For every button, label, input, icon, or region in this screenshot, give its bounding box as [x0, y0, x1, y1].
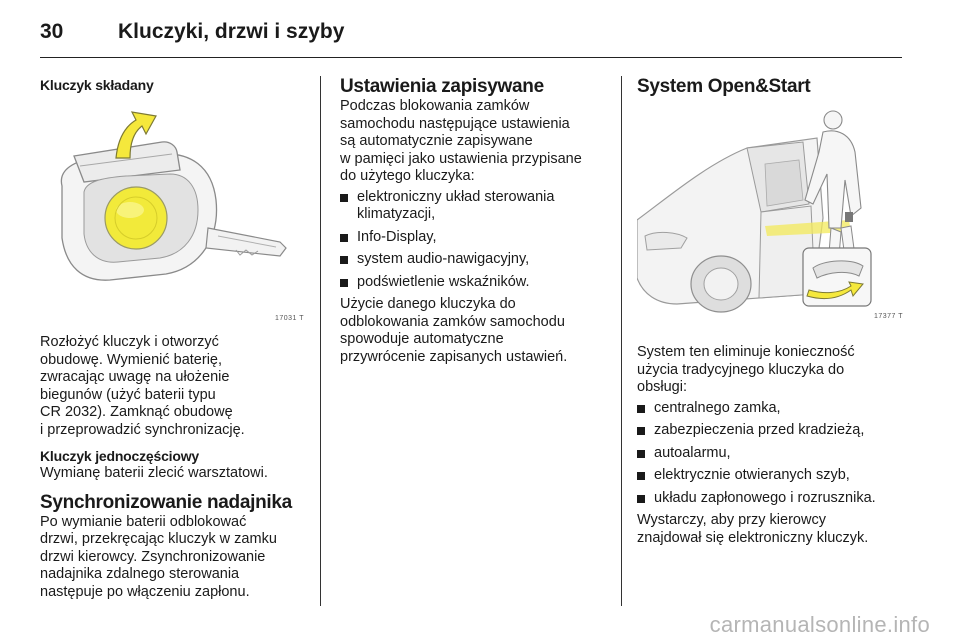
column-divider-right	[621, 76, 622, 606]
electronic-key-icon	[845, 212, 853, 222]
open-start-outro: Wystarczy, aby przy kierowcy znajdował się elektroniczny kluczyk.	[637, 512, 869, 546]
list-item: centralnego zamka,	[637, 400, 905, 418]
heading-open-start: System Open&Start	[637, 76, 811, 97]
folding-key-illustration	[40, 108, 306, 322]
bullet-icon	[637, 472, 645, 480]
open-start-illustration	[637, 108, 905, 320]
bullet-icon	[637, 405, 645, 413]
saved-settings-outro: Użycie danego kluczyka do odblokowania zamków samochodu spowoduje automatyczne przywrócenie zapisanych ustawień.	[340, 296, 568, 365]
battery-icon	[105, 187, 167, 249]
saved-settings-list	[340, 189, 610, 292]
column-middle	[340, 76, 610, 366]
bullet-icon	[340, 256, 348, 264]
figure-code: 17377 T	[873, 313, 903, 320]
page-title: Kluczyki, drzwi i szyby	[118, 20, 345, 43]
list-item: Info-Display,	[340, 229, 610, 247]
heading-synchronization: Synchronizowanie nadajnika	[40, 491, 292, 513]
list-item: system audio-nawigacyjny,	[340, 251, 610, 269]
page-header	[40, 18, 902, 58]
bullet-icon	[340, 234, 348, 242]
list-item: zabezpieczenia przed kradzieżą,	[637, 422, 905, 440]
heading-folding-key: Kluczyk składany	[40, 77, 154, 93]
bullet-icon	[637, 450, 645, 458]
column-divider-left	[320, 76, 321, 606]
synchronization-text: Po wymianie baterii odblokować drzwi, przekręcając kluczyk w zamku drzwi kierowcy. Zsynchronizowanie nadajnika zdalnego sterowania następuje po włączeniu zapłonu.	[40, 513, 277, 600]
heading-one-piece-key: Kluczyk jednoczęściowy	[40, 448, 199, 464]
watermark: carmanualsonline.info	[709, 612, 930, 637]
open-start-intro: System ten eliminuje konieczność użycia tradycyjnego kluczyka do obsługi:	[637, 344, 855, 395]
one-piece-key-text: Wymianę baterii zlecić warsztatowi.	[40, 465, 268, 481]
list-item: elektroniczny układ sterowania klimatyzacji,	[340, 189, 610, 224]
folding-key-battery-drawing	[40, 108, 306, 322]
list-item: autoalarmu,	[637, 445, 905, 463]
list-item: podświetlenie wskaźników.	[340, 274, 610, 292]
bullet-icon	[637, 427, 645, 435]
car-door-drawing	[637, 108, 905, 320]
column-left	[40, 76, 306, 601]
bullet-icon	[340, 279, 348, 287]
page-number: 30	[40, 20, 64, 43]
heading-saved-settings: Ustawienia zapisywane	[340, 76, 544, 97]
saved-settings-intro: Podczas blokowania zamków samochodu następujące ustawienia są automatycznie zapisywane w pamięci jako ustawienia przypisane do użytego kluczyka:	[340, 98, 582, 184]
open-start-list	[637, 400, 905, 508]
figure-code: 17031 T	[274, 315, 304, 322]
list-item: układu zapłonowego i rozrusznika.	[637, 490, 905, 508]
list-item: elektrycznie otwieranych szyb,	[637, 467, 905, 485]
column-right	[637, 76, 905, 547]
bullet-icon	[637, 495, 645, 503]
folding-key-instructions: Rozłożyć kluczyk i otworzyć obudowę. Wymienić baterię, zwracając uwagę na ułożenie biegunów (użyć baterii typu CR 2032). Zamknąć obudowę i przeprowadzić synchronizację.	[40, 334, 245, 438]
bullet-icon	[340, 194, 348, 202]
